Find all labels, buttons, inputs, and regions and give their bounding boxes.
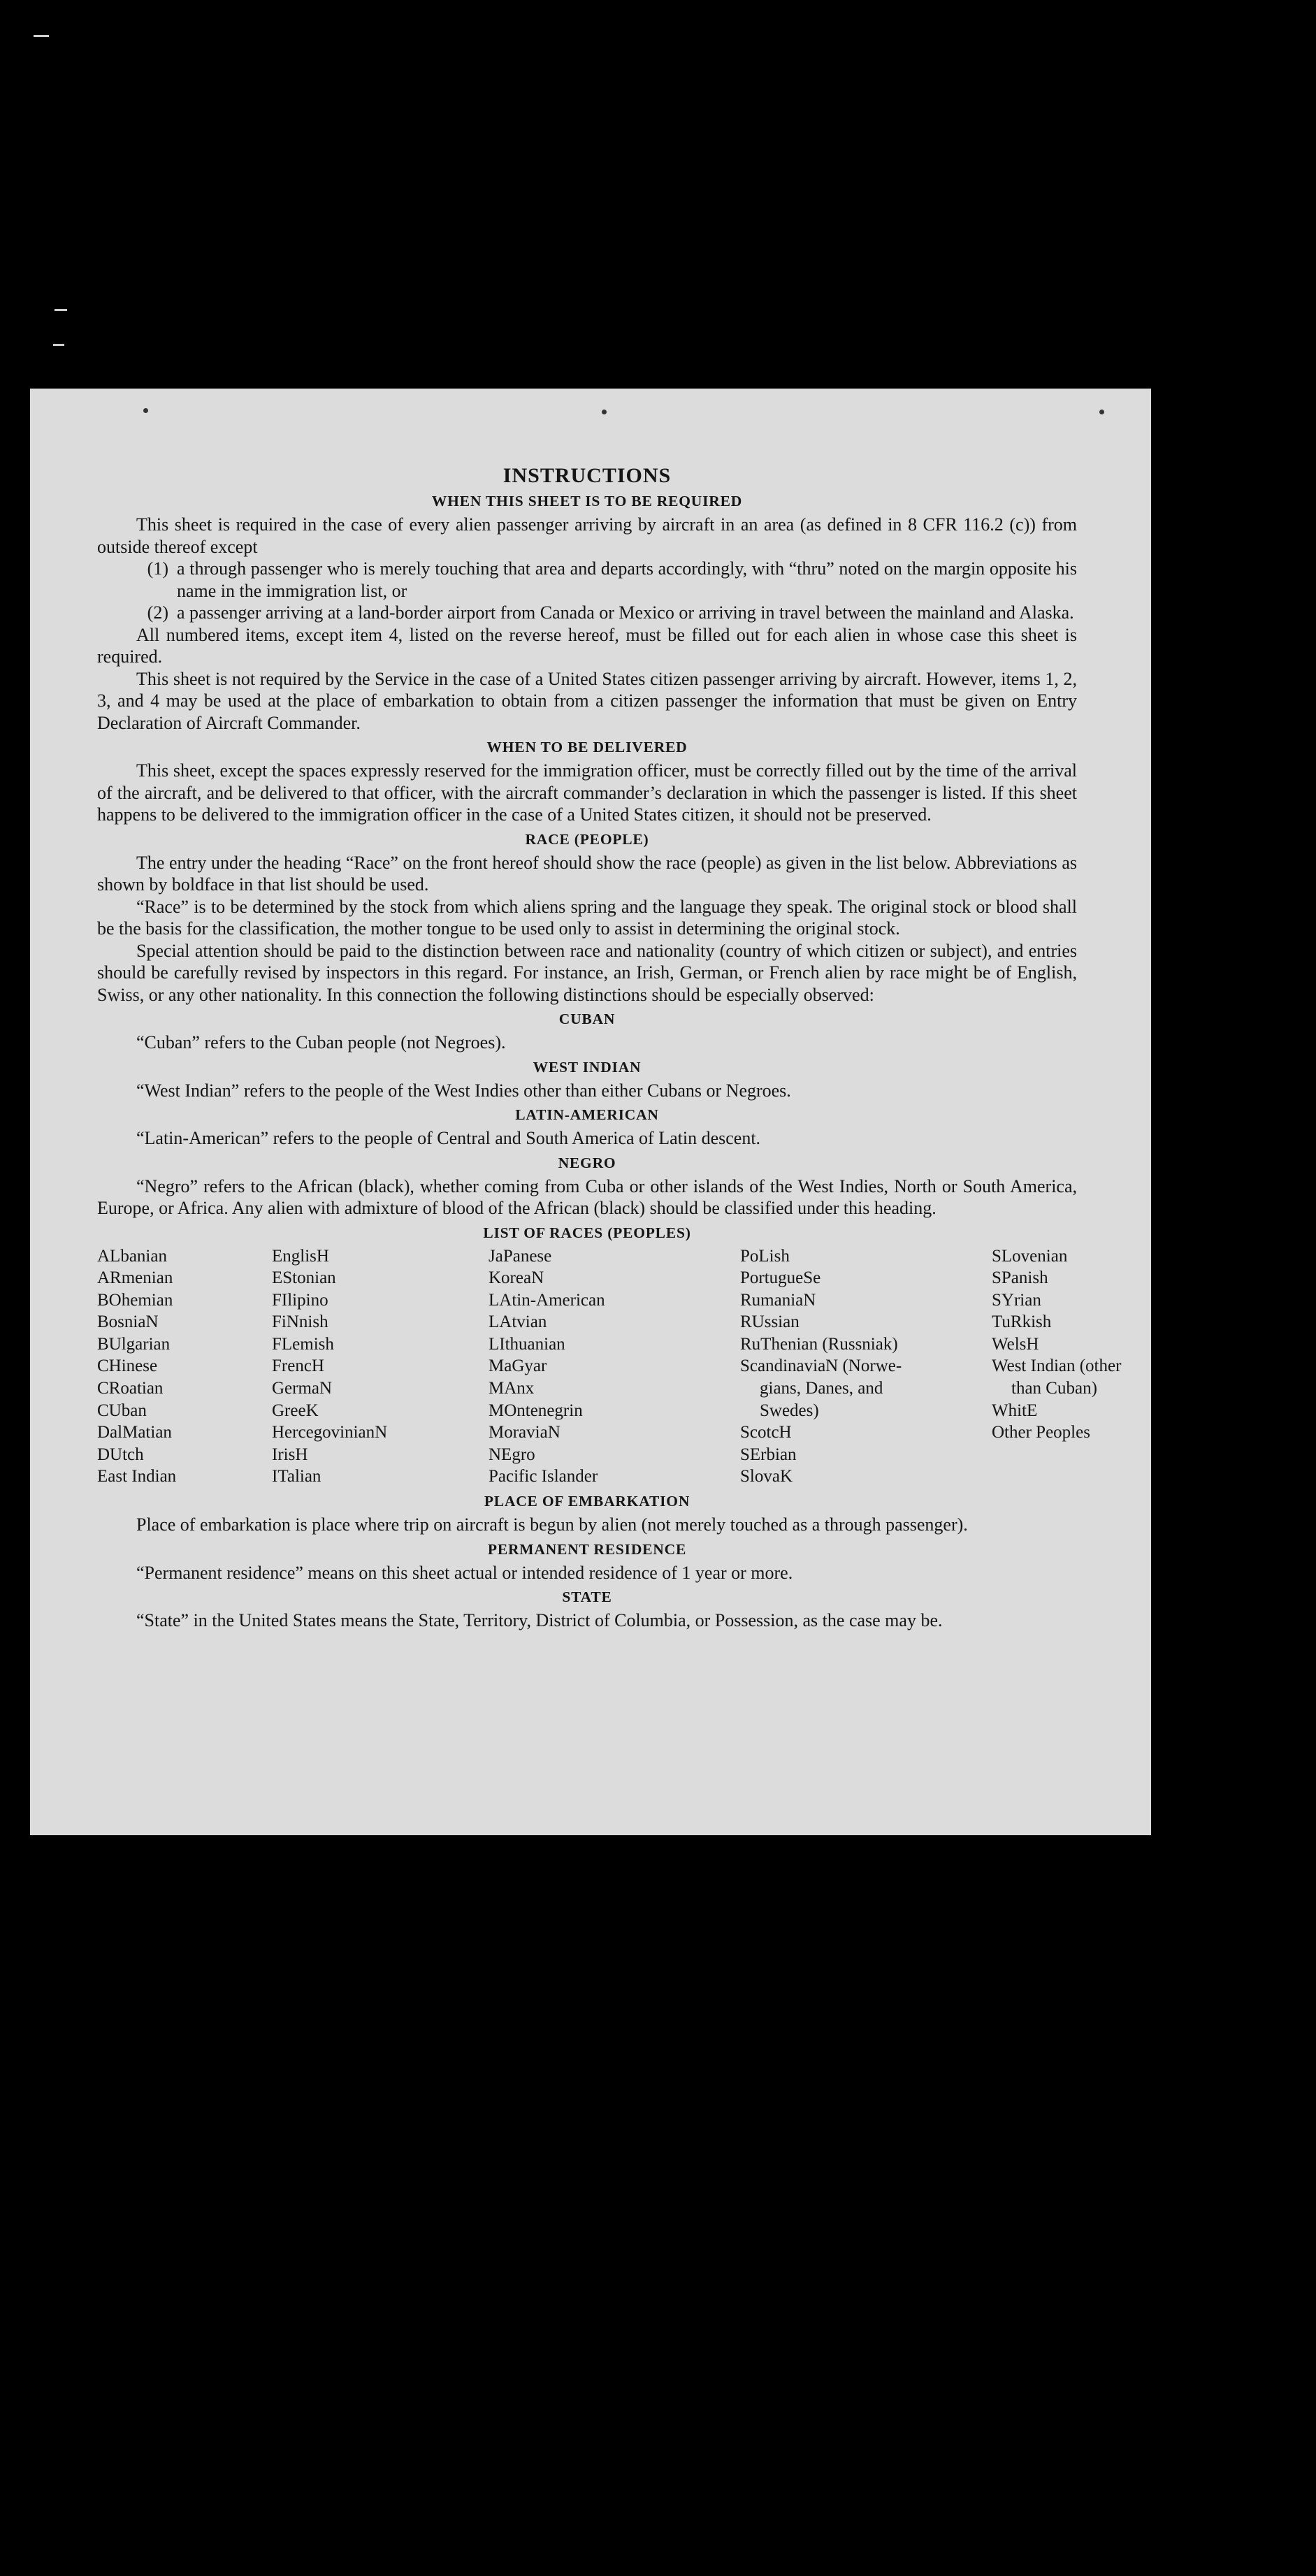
race-entry: EnglisH xyxy=(272,1246,329,1266)
heading-cuban: CUBAN xyxy=(558,1011,616,1027)
race-entry: Swedes) xyxy=(760,1401,819,1420)
page-title: INSTRUCTIONS xyxy=(502,464,672,487)
race-entry: LAtvian xyxy=(489,1312,547,1332)
race-entry: ScotcH xyxy=(740,1423,792,1442)
race-entry: GreeK xyxy=(272,1401,319,1420)
race-entry: than Cuban) xyxy=(1011,1379,1097,1398)
race-entry: MaGyar xyxy=(489,1356,547,1376)
item-number: (1) xyxy=(147,558,168,579)
race-entry: ScandinaviaN (Norwe- xyxy=(740,1356,902,1376)
race-entry: West Indian (other xyxy=(992,1356,1122,1376)
race-entry: JaPanese xyxy=(489,1246,552,1266)
race-entry: NEgro xyxy=(489,1445,535,1464)
paragraph-required: This sheet is required in the case of every alien passenger arriving by aircraft in an area (as defined in 8 CFR 116.2 (c)) from outside thereof except xyxy=(97,514,1077,557)
heading-state: STATE xyxy=(562,1589,612,1606)
paragraph-west-indian: “West Indian” refers to the people of the West Indies other than either Cubans or Negroes. xyxy=(136,1080,791,1101)
race-entry: SlovaK xyxy=(740,1467,793,1486)
race-entry: CRoatian xyxy=(97,1379,164,1398)
race-entry: LAtin-American xyxy=(489,1290,605,1310)
race-entry: SYrian xyxy=(992,1290,1041,1310)
paragraph-latin-american: “Latin-American” refers to the people of Central and South America of Latin descent. xyxy=(136,1128,761,1148)
races-column xyxy=(740,1245,992,1489)
heading-permanent-residence: PERMANENT RESIDENCE xyxy=(487,1540,687,1558)
race-entry: Pacific Islander xyxy=(489,1467,598,1486)
heading-negro: NEGRO xyxy=(558,1154,616,1171)
film-speck xyxy=(53,344,64,346)
race-entry: gians, Danes, and xyxy=(760,1379,883,1398)
races-column xyxy=(992,1245,1121,1489)
punch-hole xyxy=(602,410,607,414)
races-table xyxy=(97,1245,1122,1489)
race-entry: HercegovinianN xyxy=(272,1423,388,1442)
race-entry: GermaN xyxy=(272,1379,333,1398)
race-entry: RumaniaN xyxy=(740,1290,816,1310)
item-number: (2) xyxy=(147,602,168,623)
paragraph-negro: “Negro” refers to the African (black), whether coming from Cuba or other islands of the West Indies, North or South America, Europe, or Africa. Any alien with admixture of blood of the African (black) should be classified under this heading. xyxy=(97,1175,1077,1218)
heading-when-delivered: WHEN TO BE DELIVERED xyxy=(486,739,688,755)
race-entry: Other Peoples xyxy=(992,1423,1090,1442)
race-entry: ITalian xyxy=(272,1467,321,1486)
race-entry: CHinese xyxy=(97,1356,158,1376)
heading-list-of-races: LIST OF RACES (PEOPLES) xyxy=(483,1224,691,1241)
races-column xyxy=(272,1245,489,1489)
race-entry: PortugueSe xyxy=(740,1268,821,1288)
punch-hole xyxy=(1099,410,1104,414)
race-entry: CUban xyxy=(97,1401,147,1420)
paragraph-numbered-items: All numbered items, except item 4, listed on the reverse hereof, must be filled out for each alien in whose case this sheet is required. xyxy=(97,624,1077,667)
race-entry: MoraviaN xyxy=(489,1423,561,1442)
race-entry: East Indian xyxy=(97,1467,177,1486)
race-entry: EStonian xyxy=(272,1268,336,1288)
heading-when-required: WHEN THIS SHEET IS TO BE REQUIRED xyxy=(431,493,743,509)
item-text: a passenger arriving at a land-border airport from Canada or Mexico or arriving in travel between the mainland and Alaska. xyxy=(177,602,1074,623)
race-entry: LIthuanian xyxy=(489,1334,565,1354)
race-entry: FLemish xyxy=(272,1334,334,1354)
paragraph-permanent-residence: “Permanent residence” means on this sheet actual or intended residence of 1 year or more. xyxy=(136,1562,793,1583)
race-entry: KoreaN xyxy=(489,1268,544,1288)
heading-latin-american: LATIN-AMERICAN xyxy=(515,1106,659,1123)
paragraph-race-2: “Race” is to be determined by the stock from which aliens spring and the language they speak. The original stock or blood shall be the basis for the classification, the mother tongue to be used only to assist in determining the original stock. xyxy=(97,896,1077,939)
film-speck xyxy=(55,309,67,311)
race-entry: BUlgarian xyxy=(97,1334,171,1354)
race-entry: WelsH xyxy=(992,1334,1039,1354)
race-entry: FrencH xyxy=(272,1356,324,1376)
item-text: a through passenger who is merely touching that area and departs accordingly, with “thru” noted on the margin opposite his name in the immigration list, or xyxy=(177,558,1077,601)
paragraph-embarkation: Place of embarkation is place where trip on aircraft is begun by alien (not merely touched as a through passenger). xyxy=(136,1514,968,1535)
punch-hole xyxy=(143,408,148,413)
film-speck xyxy=(34,35,49,37)
race-entry: SPanish xyxy=(992,1268,1048,1288)
race-entry: DUtch xyxy=(97,1445,144,1464)
race-entry: RuThenian (Russniak) xyxy=(740,1334,898,1354)
paragraph-cuban: “Cuban” refers to the Cuban people (not Negroes). xyxy=(136,1032,506,1052)
heading-west-indian: WEST INDIAN xyxy=(533,1058,642,1076)
instruction-sheet xyxy=(30,389,1151,1835)
race-entry: BOhemian xyxy=(97,1290,173,1310)
race-entry: WhitE xyxy=(992,1401,1038,1420)
races-column xyxy=(97,1245,272,1489)
paragraph-delivered: This sheet, except the spaces expressly reserved for the immigration officer, must be correctly filled out by the time of the arrival of the aircraft, and be delivered to that officer, with the aircraft commander’s declaration in which the passenger is listed. If this sheet happens to be delivered to the immigration officer in the case of a United States citizen, it should not be preserved. xyxy=(97,760,1077,825)
paragraph-race-3: Special attention should be paid to the distinction between race and nationality (country of which citizen or subject), and entries should be carefully revised by inspectors in this regard. For instance, an Irish, German, or French alien by race might be of English, Swiss, or any other nationality. In this connection the following distinctions should be especially observed: xyxy=(97,940,1077,1005)
races-column xyxy=(489,1245,740,1489)
race-entry: DalMatian xyxy=(97,1423,172,1442)
race-entry: ARmenian xyxy=(97,1268,173,1288)
race-entry: FIlipino xyxy=(272,1290,328,1310)
race-entry: PoLish xyxy=(740,1246,790,1266)
list-item xyxy=(97,558,1077,602)
race-entry: SLovenian xyxy=(992,1246,1068,1266)
paragraph-race-1: The entry under the heading “Race” on the front hereof should show the race (people) as given in the list below. Abbreviations as shown by boldface in that list should be used. xyxy=(97,852,1077,895)
list-item xyxy=(97,602,1077,624)
race-entry: TuRkish xyxy=(992,1312,1052,1332)
race-entry: MAnx xyxy=(489,1379,535,1398)
race-entry: FiNnish xyxy=(272,1312,328,1332)
paragraph-state: “State” in the United States means the State, Territory, District of Columbia, or Possession, as the case may be. xyxy=(136,1610,943,1631)
heading-embarkation: PLACE OF EMBARKATION xyxy=(484,1493,690,1510)
race-entry: ALbanian xyxy=(97,1246,167,1266)
race-entry: SErbian xyxy=(740,1445,797,1464)
race-entry: IrisH xyxy=(272,1445,308,1464)
paragraph-citizen: This sheet is not required by the Service in the case of a United States citizen passenger arriving by aircraft. However, items 1, 2, 3, and 4 may be used at the place of embarkation to obtain from a citizen passenger the information that must be given on Entry Declaration of Aircraft Commander. xyxy=(97,668,1077,733)
race-entry: MOntenegrin xyxy=(489,1401,583,1420)
heading-race: RACE (PEOPLE) xyxy=(525,830,649,848)
race-entry: BosniaN xyxy=(97,1312,159,1332)
race-entry: RUssian xyxy=(740,1312,800,1332)
